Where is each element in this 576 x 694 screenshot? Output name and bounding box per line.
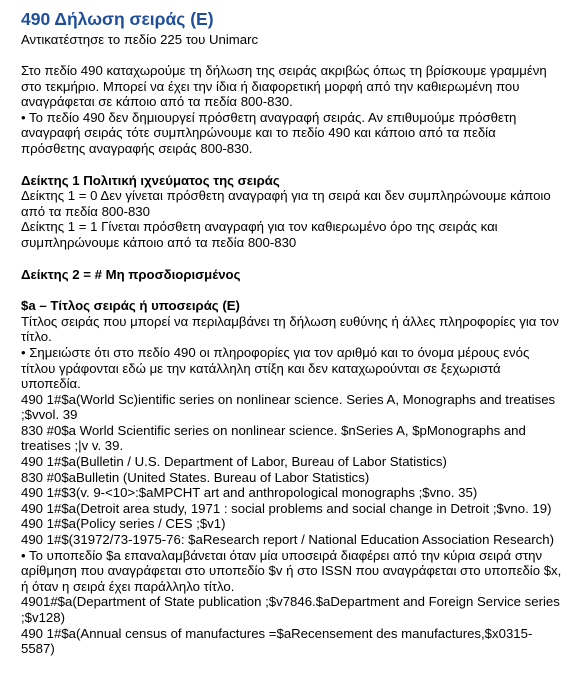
example-line: 490 1#$a(World Sc)ientific series on nonlinear science. Series A, Monographs and treatises ;$vvol. 39 [21, 391, 556, 423]
example-line: 490 1#$a(Policy series / CES ;$v1) [21, 516, 226, 532]
example-line: 490 1#$a(Annual census of manufactures =$aRecensement des manufactures,$x0315-5587) [21, 625, 533, 657]
subfield-a-bullet: • Σημειώστε ότι στο πεδίο 490 οι πληροφορίες για τον αριθμό και το όνομα μέρους ενός τίτλου γράφονται εδώ με την κατάλληλη στίξη και δεν καταχωρούνται σε ξεχωριστά υποπεδία. [21, 344, 530, 392]
example-line: 4901#$a(Department of State publication ;$v7846.$aDepartment and Foreign Service series ;$v128) [21, 594, 560, 625]
intro-bullet: • Το πεδίο 490 δεν δημιουργεί πρόσθετη αναγραφή σειράς. Αν επιθυμούμε πρόσθετη αναγραφή σειράς τότε συμπληρώνουμε και το πεδίο 490 και κάποιο από τα πεδία πρόσθετης αναγραφής σειράς 800-830. [21, 109, 517, 156]
example-line: 490 1#$a(Detroit area study, 1971 : social problems and social change in Detroit ;$vno. 19) [21, 500, 552, 516]
example-line: 490 1#$3(v. 9-<10>:$aMPCHT art and anthropological monographs ;$vno. 35) [21, 485, 478, 501]
example-line: 490 1#$(31972/73-1975-76: $aResearch report / National Education Association Research) [21, 532, 554, 548]
indicator2-heading: Δείκτης 2 = # Μη προσδιορισμένος [21, 266, 241, 282]
indicator1-heading: Δείκτης 1 Πολιτική ιχνεύματος της σειράς [21, 172, 280, 188]
example-line: 830 #0$aBulletin (United States. Bureau of Labor Statistics) [21, 469, 370, 485]
subfield-a-heading: $a – Τίτλος σειράς ή υποσειράς (Ε) [21, 298, 240, 314]
page-title: 490 Δήλωση σειράς (Ε) [21, 9, 214, 29]
intro-paragraph: Στο πεδίο 490 καταχωρούμε τη δήλωση της σειράς ακριβώς όπως τη βρίσκουμε γραμμένη στο τεκμήριο. Μπορεί να έχει την ίδια ή διαφορετική μορφή από την καθιερωμένη που αναγράφεται σε κάποιο από τα πεδία 800-830. [21, 63, 547, 110]
example-line: 830 #0$a World Scientific series on nonlinear science. $nSeries A, $pMonographs and treatises ;|v v. 39. [21, 422, 526, 454]
example-line: 490 1#$a(Bulletin / U.S. Department of Labor, Bureau of Labor Statistics) [21, 454, 447, 470]
subfield-a-description: Τίτλος σειράς που μπορεί να περιλαμβάνει τη δήλωση ευθύνης ή άλλες πληροφορίες για τον τίτλο. [21, 313, 560, 345]
repeat-note: • Το υποπεδίο $a επαναλαμβάνεται όταν μία υποσειρά διαφέρει από την κύρια σειρά στην αρίθμηση που αναγράφεται στο υποπεδίο $v ή στο ISSN που αναγράφεται στο υποπεδίο $x, ή όταν η σειρά έχει παράλληλο τίτλο. [21, 547, 562, 594]
indicator1-value-1: Δείκτης 1 = 1 Γίνεται πρόσθετη αναγραφή για τον καθιερωμένο όρο της σειράς και συμπληρώνουμε κάποιο από τα πεδία 800-830 [21, 219, 498, 250]
page-subtitle: Αντικατέστησε το πεδίο 225 του Unimarc [21, 32, 259, 47]
indicator1-value-0: Δείκτης 1 = 0 Δεν γίνεται πρόσθετη αναγραφή για τη σειρά και δεν συμπληρώνουμε κάποιο από τα πεδία 800-830 [21, 188, 551, 219]
